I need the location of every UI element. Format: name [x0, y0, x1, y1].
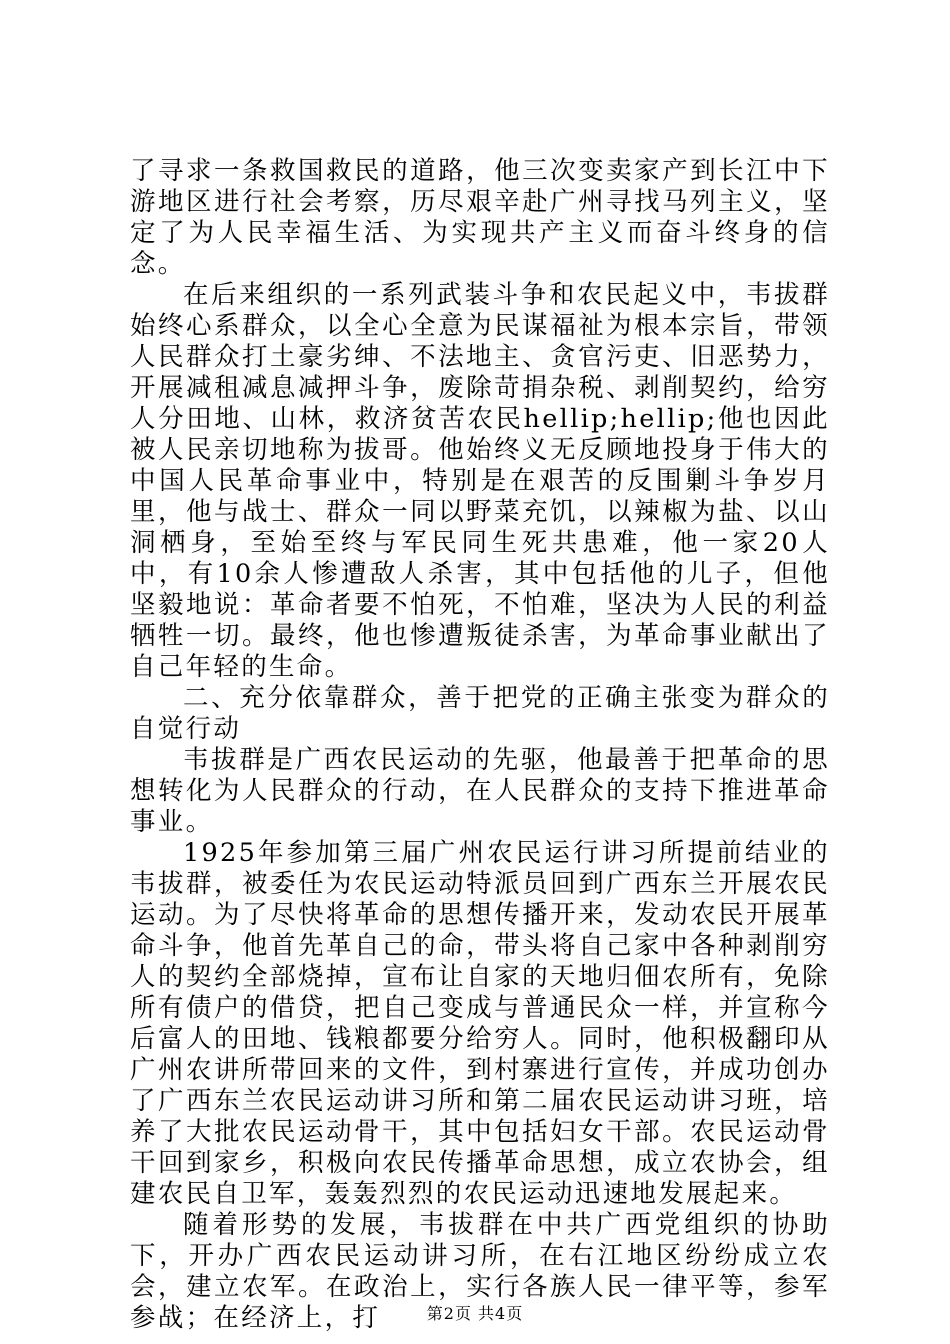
section-heading: 二、充分依靠群众，善于把党的正确主张变为群众的自觉行动: [130, 683, 830, 744]
paragraph-5: 随着形势的发展，韦拔群在中共广西党组织的协助下，开办广西农民运动讲习所，在右江地区纷纷成立农会，建立农军。在政治上，实行各族人民一律平等，参军参战；在经济上，打: [130, 1210, 830, 1333]
paragraph-3: 韦拔群是广西农民运动的先驱，他最善于把革命的思想转化为人民群众的行动，在人民群众的支持下推进革命事业。: [130, 745, 830, 837]
paragraph-1: 了寻求一条救国救民的道路，他三次变卖家产到长江中下游地区进行社会考察，历尽艰辛赴广州寻找马列主义，坚定了为人民幸福生活、为实现共产主义而奋斗终身的信念。: [130, 156, 830, 279]
page-footer: 第2页 共4页: [426, 1304, 524, 1323]
document-body: [130, 156, 830, 1334]
paragraph-2: 在后来组织的一系列武装斗争和农民起义中，韦拔群始终心系群众，以全心全意为民谋福祉为根本宗旨，带领人民群众打土豪劣绅、不法地主、贪官污吏、旧恶势力，开展减租减息减押斗争，废除苛捐杂税、剥削契约，给穷人分田地、山林，救济贫苦农民hellip;hellip;他也因此被人民亲切地称为拔哥。他始终义无反顾地投身于伟大的中国人民革命事业中，特别是在艰苦的反围剿斗争岁月里，他与战士、群众一同以野菜充饥，以辣椒为盐、以山洞栖身，至始至终与军民同生死共患难，他一家20人中，有10余人惨遭敌人杀害，其中包括他的儿子，但他坚毅地说：革命者要不怕死，不怕难，坚决为人民的利益牺牲一切。最终，他也惨遭叛徒杀害，为革命事业献出了自己年轻的生命。: [130, 280, 830, 682]
paragraph-4: 1925年参加第三届广州农民运行讲习所提前结业的韦拔群，被委任为农民运动特派员回到广西东兰开展农民运动。为了尽快将革命的思想传播开来，发动农民开展革命斗争，他首先革自己的命，带头将自己家中各种剥削穷人的契约全部烧掉，宣布让自家的天地归佃农所有，免除所有债户的借贷，把自己变成与普通民众一样，并宣称今后富人的田地、钱粮都要分给穷人。同时，他积极翻印从广州农讲所带回来的文件，到村寨进行宣传，并成功创办了广西东兰农民运动讲习所和第二届农民运动讲习班，培养了大批农民运动骨干，其中包括妇女干部。农民运动骨干回到家乡，积极向农民传播革命思想，成立农协会，组建农民自卫军，轰轰烈烈的农民运动迅速地发展起来。: [130, 838, 830, 1209]
